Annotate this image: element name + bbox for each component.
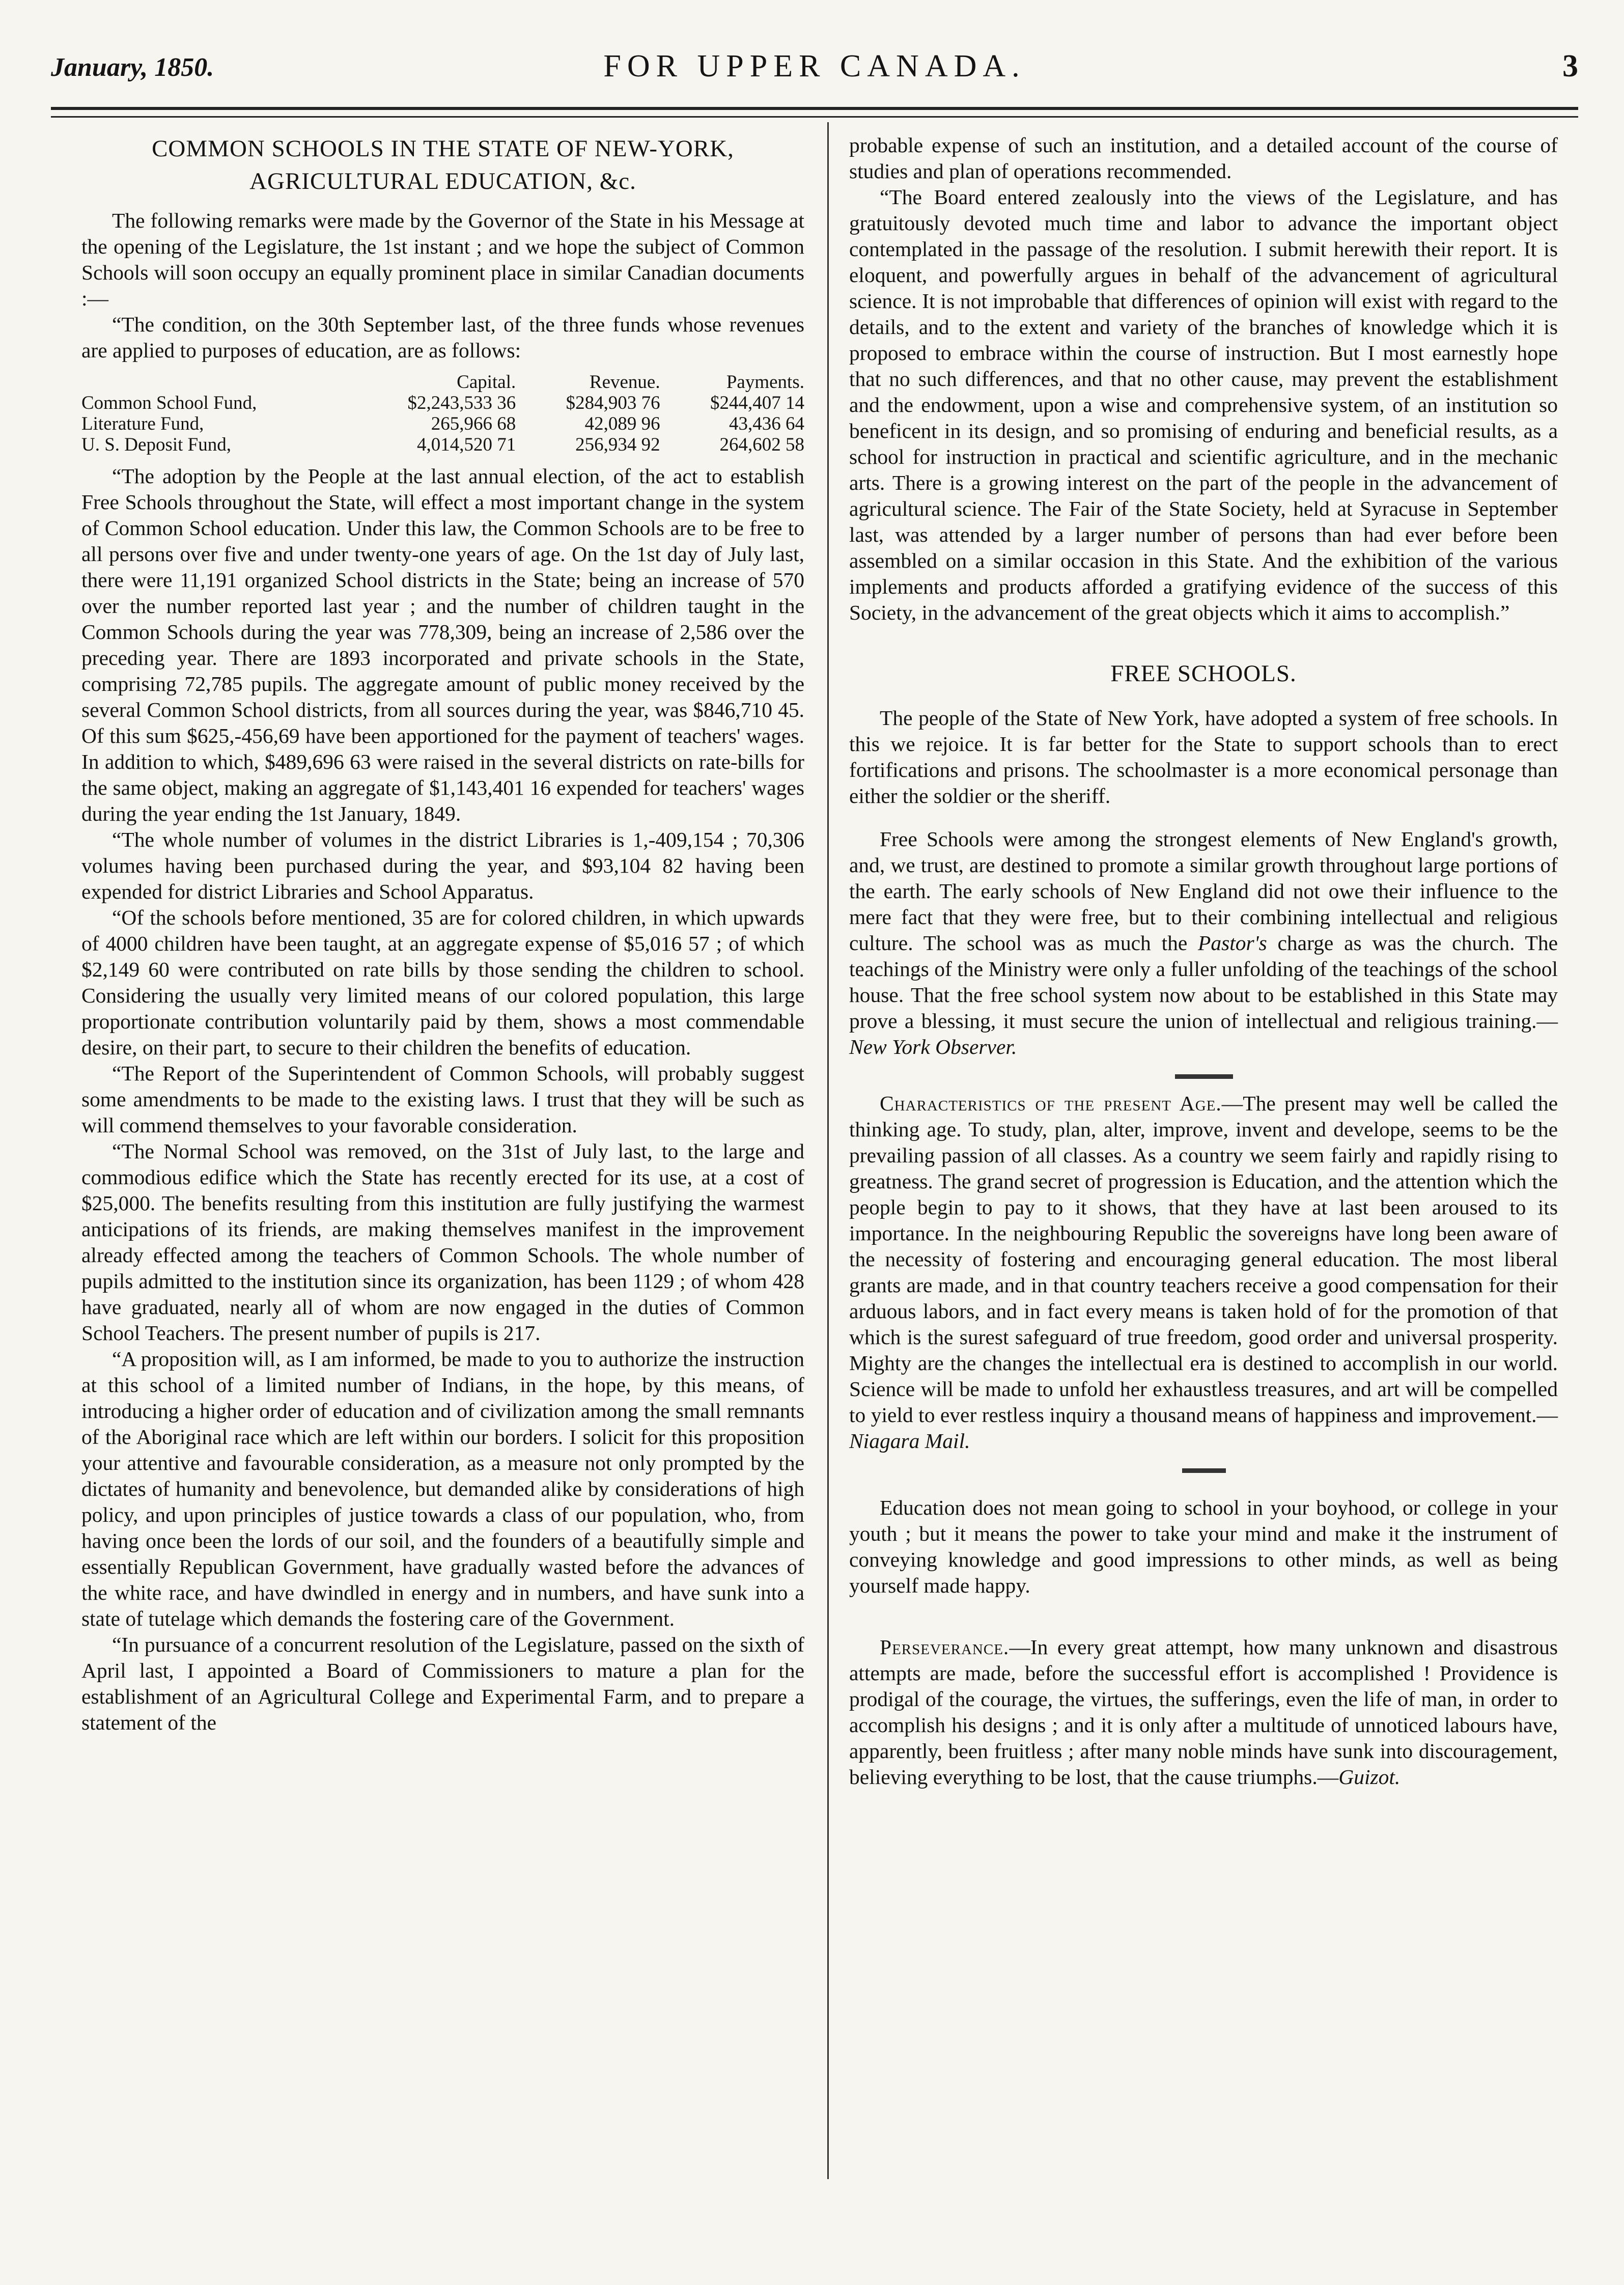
table-header-row <box>81 372 804 393</box>
table-cell: $244,407 14 <box>710 393 804 413</box>
header-rule-thin <box>51 116 1578 118</box>
indians-paragraph: “A proposition will, as I am informed, be made to you to authorize the instruction at this school of a limited number of Indians, in the hope, by this means, of introducing a higher order of education and of civilization among the small remnants of the Aboriginal race which are left within our borders. I solicit for this proposition your attentive and favourable consideration, as a measure not only prompted by the dictates of humanity and benevolence, but demanded alike by considerations of high policy, and upon principles of justice towards a class of our population, who, from having once been the lords of our soil, and the founders of a beautifully simple and essentially Republican Government, have gradually wasted before the advances of the white race, and have dwindled in energy and in numbers, and have sunk into a state of tutelage which demands the fostering care of the Government. <box>81 1347 804 1630</box>
table-cell: $284,903 76 <box>566 393 660 413</box>
colored-schools-paragraph: “Of the schools before mentioned, 35 are for colored children, in which upwards of 4000 children have been taught, at an aggregate expense of $5,016 57 ; of which $2,149 60 were contributed on rate bills by those sending the children to school. Considering the usually very limited means of our colored population, this large proportionate contribution voluntarily paid by them, shows a most commendable desire, on their part, to secure to their children the benefits of education. <box>81 906 804 1059</box>
perseverance-source: Guizot. <box>1338 1765 1401 1789</box>
header-date: January, 1850. <box>51 53 214 82</box>
perseverance-heading: Perseverance. <box>880 1635 1010 1659</box>
characteristics-heading: Characteristics of the present Age. <box>880 1092 1222 1115</box>
page-number: 3 <box>1562 49 1578 83</box>
school-funds-table <box>81 372 804 455</box>
characteristics-source: Niagara Mail. <box>849 1429 970 1453</box>
table-cell: Literature Fund, <box>81 413 204 434</box>
table-cell: 43,436 64 <box>729 413 804 434</box>
table-cell: 4,014,520 71 <box>417 434 516 455</box>
table-cell: Common School Fund, <box>81 393 257 413</box>
perseverance-paragraph <box>849 1634 1558 1790</box>
free-schools-text-b: charge as was the church. The teachings of the Ministry were only a fuller unfolding of the teachings of the school house. That the free school system now about to be established in this State may prove a blessing, it must secure the union of intellectual and religious training.— <box>849 931 1558 1033</box>
table-cell: $2,243,533 36 <box>407 393 516 413</box>
page-header <box>51 48 1578 94</box>
table-cell: 265,966 68 <box>431 413 516 434</box>
table-row <box>81 393 804 413</box>
table-row <box>81 434 804 455</box>
ornament-divider: ▬▬▬ <box>1182 1460 1225 1476</box>
table-header-cell: Revenue. <box>589 372 660 393</box>
column-divider <box>827 122 829 2179</box>
table-header-cell: Capital. <box>457 372 516 393</box>
free-schools-paragraph-2 <box>849 826 1558 1060</box>
header-title: FOR UPPER CANADA. <box>603 49 1026 83</box>
table-cell: 264,602 58 <box>719 434 804 455</box>
article-title <box>81 132 804 198</box>
left-column <box>81 132 804 1736</box>
header-rule-thick <box>51 107 1578 110</box>
pastor-word: Pastor's <box>1198 931 1267 955</box>
table-cell: 256,934 92 <box>575 434 660 455</box>
right-column <box>849 132 1558 1790</box>
table-row <box>81 413 804 434</box>
article-title-line1: COMMON SCHOOLS IN THE STATE OF NEW-YORK, <box>152 135 734 162</box>
free-schools-source: New York Observer. <box>849 1035 1017 1058</box>
free-schools-paragraph-1: The people of the State of New York, have adopted a system of free schools. In this we rejoice. It is far better for the State to support schools than to erect fortifications and prisons. The schoolmaster is a more economical personage than either the soldier or the sheriff. <box>849 706 1558 807</box>
characteristics-paragraph <box>849 1091 1558 1454</box>
volumes-paragraph: “The whole number of volumes in the district Libraries is 1,-409,154 ; 70,306 volumes having been purchased during the year, and $93,104 82 having been expended for district Libraries and School Apparatus. <box>81 828 804 903</box>
report-paragraph: “The Report of the Superintendent of Common Schools, will probably suggest some amendments to be made to the existing laws. I trust that they will be such as will commend themselves to your favorable consideration. <box>81 1062 804 1137</box>
pursuance-paragraph: “In pursuance of a concurrent resolution of the Legislature, passed on the sixth of April last, I appointed a Board of Commissioners to mature a plan for the establishment of an Agricultural College and Experimental Farm, and to prepare a statement of the <box>81 1633 804 1734</box>
table-cell: 42,089 96 <box>584 413 660 434</box>
free-schools-title: FREE SCHOOLS. <box>1110 660 1297 687</box>
continued-paragraph: probable expense of such an institution, and a detailed account of the course of studies and plan of operations recommended. <box>849 133 1558 183</box>
adoption-paragraph: “The adoption by the People at the last annual election, of the act to establish Free Schools throughout the State, will effect a most important change in the system of Common School education. Under this law, the Common Schools are to be free to all persons over five and under twenty-one years of age. On the 1st day of July last, there were 11,191 organized School districts in the State; being an increase of 570 over the number reported last year ; and the number of children taught in the Common Schools during the year was 778,309, being an increase of 2,586 over the preceding year. There are 1893 incorporated and private schools in the State, comprising 72,785 pupils. The aggregate amount of public money received by the several Common School districts, from all sources during the year, was $846,710 45. Of this sum $625,-456,69 have been apportioned for the payment of teachers' wages. In addition to which, $489,696 63 were raised in the several districts on rate-bills for the same object, making an aggregate of $1,143,401 16 expended for teachers' wages during the year ending the 1st January, 1849. <box>81 464 804 825</box>
condition-paragraph: “The condition, on the 30th September last, of the three funds whose revenues are applied to purposes of education, are as follows: <box>81 313 804 362</box>
table-cell: U. S. Deposit Fund, <box>81 434 231 455</box>
table-header-cell: Payments. <box>726 372 804 393</box>
intro-paragraph: The following remarks were made by the Governor of the State in his Message at the opening of the Legislature, the 1st instant ; and we hope the subject of Common Schools will soon occupy an equally prominent place in similar Canadian documents :— <box>81 209 804 310</box>
board-paragraph: “The Board entered zealously into the views of the Legislature, and has gratuitously devoted much time and labor to advance the important object contemplated in the passage of the resolution. I submit herewith their report. It is eloquent, and powerfully argues in behalf of the advancement of agricultural science. It is not improbable that differences of opinion will exist with regard to the details, and to the extent and variety of the branches of knowledge which it is proposed to embrace within the course of instruction. But I most earnestly hope that no such differences, and that no other cause, may prevent the establishment and the endowment, upon a wise and comprehensive system, of an institution so beneficent in its design, and so promising of enduring and beneficial results, as a school for instruction in practical and scientific agriculture, and in the mechanic arts. There is a growing interest on the part of the people in the advancement of agricultural science. The Fair of the State Society, held at Syracuse in September last, was attended by a larger number of persons than had ever before been assembled on a similar occasion in this State. And the exhibition of the various implements and products afforded a gratifying evidence of the success of this Society, in the advancement of the great objects which it aims to accomplish.” <box>849 185 1558 624</box>
characteristics-text: —The present may well be called the thinking age. To study, plan, alter, improve, invent and develope, seems to be the prevailing passion of all classes. As a country we seem fairly and rapidly rising to greatness. The grand secret of progression is Education, and the attention which the people begin to pay to it shows, that they have at last been aroused to its importance. In the neighbouring Republic the sovereigns have long been aware of the necessity of fostering and encouraging general education. The most liberal grants are made, and in that country teachers receive a good compensation for their arduous labors, and in fact every means is taken hold of for the promotion of that which is the surest safeguard of true freedom, good order and universal prosperity. Mighty are the changes the intellectual era is destined to accomplish in our world. Science will be made to unfold her exhaustless treasures, and art will be compelled to yield to ever restless inquiry a thousand means of happiness and improvement.— <box>849 1092 1558 1427</box>
article-title-line2: AGRICULTURAL EDUCATION, &c. <box>249 168 636 194</box>
free-schools-text-a: Free Schools were among the strongest elements of New England's growth, and, we trust, are destined to promote a similar growth throughout large portions of the earth. The early schools of New England did not owe their influence to the mere fact that they were free, but to their combining intellectual and religious culture. The school was as much the <box>849 827 1558 955</box>
ornament-divider: ▬▬▬▬ <box>1175 1066 1232 1082</box>
table-header-cell <box>81 372 350 393</box>
perseverance-text: —In every great attempt, how many unknown and disastrous attempts are made, before the successful effort is accomplished ! Providence is prodigal of the courage, the virtues, the sufferings, even the life of man, in order to accomplish his designs ; and it is only after a multitude of unnoticed labours have, apparently, been fruitless ; after many noble minds have sunk into discouragement, believing everything to be lost, that the cause triumphs.— <box>849 1635 1558 1789</box>
normal-school-paragraph: “The Normal School was removed, on the 31st of July last, to the large and commodious edifice which the State has recently erected for its use, at a cost of $25,000. The benefits resulting from this institution are fully justifying the warmest anticipations of its friends, are making themselves manifest in the improvement already effected among the teachers of Common Schools. The whole number of pupils admitted to the institution since its organization, has been 1129 ; of whom 428 have graduated, nearly all of whom are now engaged in the duties of Common School Teachers. The present number of pupils is 217. <box>81 1139 804 1345</box>
education-paragraph: Education does not mean going to school in your boyhood, or college in your youth ; but it means the power to take your mind and make it the instrument of conveying knowledge and good impressions to other minds, as well as being yourself made happy. <box>849 1496 1558 1597</box>
